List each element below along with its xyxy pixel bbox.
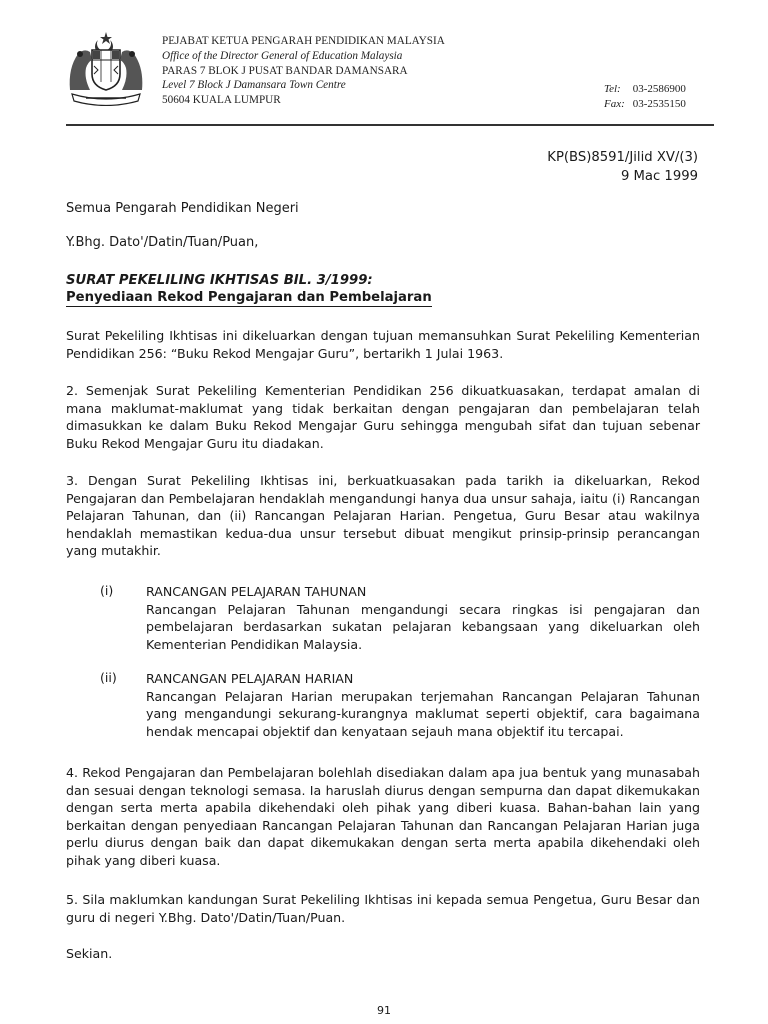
letterhead-office-name: PEJABAT KETUA PENGARAH PENDIDIKAN MALAYSIA [162, 35, 445, 47]
recipient: Semua Pengarah Pendidikan Negeri [66, 201, 299, 216]
list-item-number: (ii) [100, 670, 117, 685]
list-item-number: (i) [100, 583, 114, 598]
telephone-label: Tel: [604, 83, 621, 95]
subject-line [66, 290, 700, 305]
letter-date: 9 Mac 1999 [620, 169, 698, 184]
paragraph-2: 2. Semenjak Surat Pekeliling Kementerian Pendidikan 256 dikuatkuasakan, terdapat amalan di mana maklumat-maklumat yang tidak berkaitan dengan pengajaran dan pembelajaran telah dimasukkan ke dalam Buku Rekod Mengajar Guru sehingga mengubah sifat dan tujuan sebenar Buku Rekod Mengajar Guru itu diadakan. [66, 383, 700, 451]
reference-block [547, 148, 698, 186]
subject-title: SURAT PEKELILING IKHTISAS BIL. 3/1999: [66, 273, 373, 288]
list-item-content [146, 670, 700, 740]
reference-number: KP(BS)8591/Jilid XV/(3) [547, 150, 698, 165]
telephone-number: 03-2586900 [632, 83, 686, 95]
telephone-row [604, 82, 686, 97]
fax-number: 03-2535150 [632, 98, 686, 110]
paragraph-5: 5. Sila maklumkan kandungan Surat Pekeliling Ikhtisas ini kepada semua Pengetua, Guru Besar dan guru di negeri Y.Bhg. Dato'/Datin/Tuan/Puan. [66, 892, 700, 925]
paragraph-intro: Surat Pekeliling Ikhtisas ini dikeluarkan dengan tujuan memansuhkan Surat Pekeliling Kementerian Pendidikan 256: “Buku Rekod Mengajar Guru”, bertarikh 1 Julai 1963. [66, 328, 700, 361]
fax-label: Fax: [604, 98, 625, 110]
list-item-text: Rancangan Pelajaran Harian merupakan terjemahan Rancangan Pelajaran Tahunan yang mengandungi sekurang-kurangnya maklumat seperti objektif, cara bagaimana hendak mencapai objektif dan kenyataan sejauh mana objektif itu tercapai. [146, 688, 700, 739]
list-item-heading: RANCANGAN PELAJARAN TAHUNAN [146, 584, 367, 599]
letterhead-address-line-en: Level 7 Block J Damansara Town Centre [162, 79, 346, 92]
list-item-heading: RANCANGAN PELAJARAN HARIAN [146, 671, 354, 686]
letterhead-address [162, 34, 445, 108]
closing: Sekian. [66, 946, 113, 961]
salutation: Y.Bhg. Dato'/Datin/Tuan/Puan, [66, 235, 259, 250]
list-item-text: Rancangan Pelajaran Tahunan mengandungi secara ringkas isi pengajaran dan pembelajaran berdasarkan sukatan pelajaran kebangsaan yang dikeluarkan oleh Kementerian Pendidikan Malaysia. [146, 601, 700, 652]
paragraph-4: 4. Rekod Pengajaran dan Pembelajaran bolehlah disediakan dalam apa jua bentuk yang munasabah dan sesuai dengan teknologi semasa. Ia haruslah diurus dengan sempurna dan dapat dikemukakan dengan serta merta apabila dikehendaki oleh pihak yang diberi kuasa. Bahan-bahan lain yang berkaitan dengan penyediaan Rancangan Pelajaran Tahunan dan Rancangan Pelajaran Harian juga perlu diurus dengan baik dan dapat dikemukakan dengan serta merta apabila dikehendaki oleh pihak yang diberi kuasa. [66, 765, 700, 868]
malaysia-coat-of-arms-icon [64, 30, 148, 106]
fax-row [604, 97, 686, 112]
subject-text: Penyediaan Rekod Pengajaran dan Pembelajaran [66, 290, 432, 305]
letterhead-office-name-en: Office of the Director General of Education Malaysia [162, 49, 403, 62]
letterhead-address-line: PARAS 7 BLOK J PUSAT BANDAR DAMANSARA [162, 64, 408, 77]
paragraph-3: 3. Dengan Surat Pekeliling Ikhtisas ini, berkuatkuasakan pada tarikh ia dikeluarkan, Rekod Pengajaran dan Pembelajaran hendaklah mengandungi hanya dua unsur sahaja, iaitu (i) Rancangan Pelajaran Tahunan, dan (ii) Rancangan Pelajaran Harian. Pengetua, Guru Besar atau wakilnya hendaklah memastikan kedua-dua unsur tersebut dibuat mengikut prinsip-prinsip perancangan yang mutakhir. [66, 473, 700, 559]
letterhead-postcode-city: 50604 KUALA LUMPUR [162, 94, 281, 107]
contact-block [604, 82, 686, 112]
list-item-content [146, 583, 700, 653]
page-number: 91 [377, 1004, 391, 1017]
letterhead-divider [66, 124, 714, 126]
